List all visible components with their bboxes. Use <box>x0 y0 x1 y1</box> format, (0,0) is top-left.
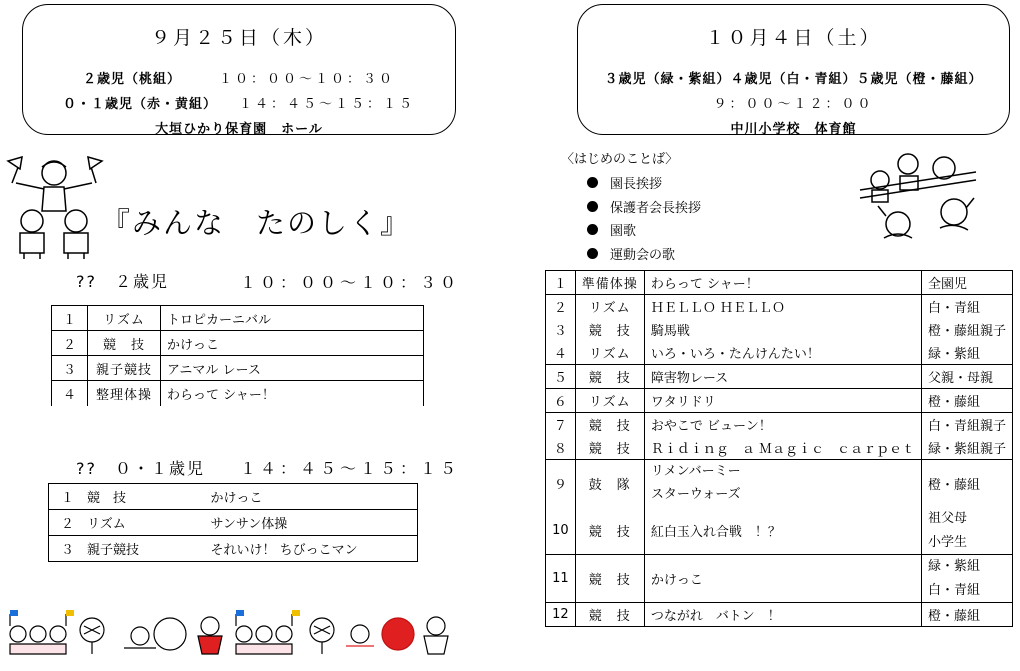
row-title: わらって シャー！ <box>161 381 424 406</box>
row-title-text: おやこで ビューン！ <box>650 418 772 434</box>
section-heading: ?? ２歳児 <box>76 272 169 291</box>
row-title-text: ＨＥＬＬＯ ＨＥＬＬＯ <box>650 300 785 316</box>
event-groups: ３歳児（緑・紫組）４歳児（白・青組）５歳児（橙・藤組） <box>604 72 983 87</box>
decorative-bottom-strip <box>0 604 470 656</box>
row-number: 12 <box>546 603 576 627</box>
opening-item-label: 運動会の歌 <box>610 247 676 263</box>
opening-remarks <box>561 148 701 265</box>
row-number: ２ <box>52 331 88 356</box>
table-row <box>546 318 1013 342</box>
row-number: ６ <box>546 388 576 412</box>
table-row <box>546 271 1013 295</box>
section-heading: ?? ０・１歳児 <box>76 459 205 478</box>
table-row <box>49 510 418 536</box>
row-title <box>644 507 921 555</box>
group-time: １０：００～１０：３０ <box>219 72 396 87</box>
row-category: 競 技 <box>87 491 127 506</box>
row-title-text: スターウォーズ <box>650 487 741 503</box>
row-title <box>644 436 921 460</box>
row-title <box>644 603 921 627</box>
row-number: １ <box>61 491 75 506</box>
list-item <box>561 242 701 266</box>
row-category: 競 技 <box>575 555 644 603</box>
row-category: 整理体操 <box>88 381 161 406</box>
row-category: 競 技 <box>88 331 161 356</box>
event-info-box-right <box>577 4 1010 135</box>
row-title <box>644 365 921 389</box>
row-category: 鼓 隊 <box>575 459 644 507</box>
row-title: サンサン体操 <box>199 510 418 536</box>
table-row <box>546 555 1013 603</box>
row-category: 親子競技 <box>88 356 161 381</box>
program-table-01yo <box>48 483 418 562</box>
row-number: ４ <box>52 381 88 406</box>
row-number: ２ <box>61 517 75 532</box>
row-number: １ <box>52 306 88 331</box>
row-title: トロピカーニバル <box>161 306 424 331</box>
row-title: かけっこ <box>161 331 424 356</box>
table-row <box>546 365 1013 389</box>
row-category: リズム <box>575 388 644 412</box>
table-row <box>546 459 1013 507</box>
row-group <box>921 603 1012 627</box>
row-title-text: 紅白玉入れ合戦 ！？ <box>650 525 781 541</box>
row-number: 11 <box>546 555 576 603</box>
row-title <box>644 271 921 295</box>
row-group-text: 父親・母親 <box>927 371 993 387</box>
row-group-text: 橙・藤組 <box>927 609 980 625</box>
running-kids-illustration <box>858 150 978 250</box>
row-group-text: 祖父母 <box>927 510 967 526</box>
row-number: １ <box>546 271 576 295</box>
row-title <box>644 341 921 365</box>
bullet-icon <box>587 248 598 259</box>
row-category: 競 技 <box>575 318 644 342</box>
row-category: 競 技 <box>575 507 644 555</box>
row-title <box>644 388 921 412</box>
main-title: 『みんな たのしく』 <box>101 206 412 240</box>
row-title <box>644 294 921 318</box>
row-group-text: 橙・藤組 <box>927 477 980 493</box>
row-number: ５ <box>546 365 576 389</box>
row-title <box>644 318 921 342</box>
row-category: リズム <box>575 294 644 318</box>
row-number: ８ <box>546 436 576 460</box>
table-row <box>52 356 424 381</box>
schedule-row <box>23 93 455 112</box>
row-group-text: 緑・紫組 <box>927 347 980 363</box>
row-category: 競 技 <box>575 412 644 436</box>
row-title-text: つながれ バトン ！ <box>650 609 781 625</box>
table-row <box>546 341 1013 365</box>
row-number: ３ <box>546 318 576 342</box>
event-venue: 大垣ひかり保育園 ホール <box>155 122 323 137</box>
list-item <box>561 195 701 219</box>
table-row <box>49 484 418 510</box>
row-category: 競 技 <box>575 365 644 389</box>
row-group-text: 白・青組親子 <box>927 418 1006 434</box>
table-row <box>546 388 1013 412</box>
cheering-kids-illustration <box>4 153 104 261</box>
section-time: １０：００～１０：３０ <box>240 273 461 292</box>
row-group-text: 白・青組 <box>927 582 980 598</box>
event-info-box-left <box>22 4 456 135</box>
table-row <box>546 507 1013 555</box>
row-group <box>921 388 1012 412</box>
row-title-text: かけっこ <box>650 573 703 589</box>
row-group-text: 緑・紫組親子 <box>927 441 1006 457</box>
table-row <box>52 381 424 406</box>
event-date: ９月２５日（木） <box>150 27 327 49</box>
table-row <box>546 436 1013 460</box>
opening-item-label: 園長挨拶 <box>610 177 663 193</box>
row-head-cell <box>49 536 199 562</box>
group-label: ０・１歳児（赤・黄組） <box>62 97 217 112</box>
program-table-main <box>545 270 1013 627</box>
row-group-text: 橙・藤組 <box>927 394 980 410</box>
row-group-text: 緑・紫組 <box>927 559 980 575</box>
table-row <box>546 294 1013 318</box>
row-title <box>644 412 921 436</box>
row-group <box>921 507 1012 555</box>
row-group-text: 白・青組 <box>927 300 980 316</box>
list-item <box>561 171 701 195</box>
row-title <box>644 459 921 507</box>
row-category: 親子競技 <box>87 543 140 558</box>
row-group-text: 全園児 <box>927 276 967 292</box>
row-head-cell <box>49 484 199 510</box>
row-title-text: 騎馬戦 <box>650 323 690 339</box>
row-title: かけっこ <box>199 484 418 510</box>
row-head-cell <box>49 510 199 536</box>
bullet-icon <box>587 224 598 235</box>
row-category: 競 技 <box>575 603 644 627</box>
row-title: アニマル レース <box>161 356 424 381</box>
section-time: １４：４５～１５：１５ <box>240 459 461 478</box>
group-time: １４：４５～１５：１５ <box>239 97 416 112</box>
bullet-icon <box>587 177 598 188</box>
opening-item-label: 保護者会長挨拶 <box>610 200 702 216</box>
row-category: リズム <box>87 517 126 532</box>
row-group <box>921 436 1012 460</box>
opening-title: 〈はじめのことば〉 <box>561 152 679 167</box>
schedule-row <box>23 68 455 87</box>
row-group <box>921 294 1012 318</box>
program-table-2yo <box>51 305 424 406</box>
row-group <box>921 365 1012 389</box>
row-title-text: 障害物レース <box>650 371 729 387</box>
row-group <box>921 412 1012 436</box>
row-title-text: リメンバーミー <box>650 463 741 479</box>
row-group <box>921 555 1012 603</box>
row-group <box>921 341 1012 365</box>
row-group <box>921 271 1012 295</box>
row-category: リズム <box>88 306 161 331</box>
group-label: ２歳児（桃組） <box>82 72 181 87</box>
row-title: それいけ！ ちびっこマン <box>199 536 418 562</box>
list-item <box>561 218 701 242</box>
row-number: 10 <box>546 507 576 555</box>
row-title-text: Ｒｉｄｉｎｇ ａ Ｍａｇｉｃ ｃａｒｐｅｔ <box>650 441 915 457</box>
table-row <box>52 331 424 356</box>
row-number: ３ <box>52 356 88 381</box>
row-number: ２ <box>546 294 576 318</box>
row-group <box>921 459 1012 507</box>
row-number: ７ <box>546 412 576 436</box>
table-row <box>49 536 418 562</box>
row-number: ３ <box>61 543 75 558</box>
event-date: １０月４日（土） <box>705 27 882 49</box>
row-number: ９ <box>546 459 576 507</box>
row-category: 競 技 <box>575 436 644 460</box>
row-number: ４ <box>546 341 576 365</box>
row-title <box>644 555 921 603</box>
row-title-text: わらって シャー！ <box>650 276 759 292</box>
table-row <box>52 306 424 331</box>
event-venue: 中川小学校 体育館 <box>730 122 857 137</box>
table-row <box>546 412 1013 436</box>
row-title-text: いろ・いろ・たんけんたい！ <box>650 347 820 363</box>
row-group <box>921 318 1012 342</box>
row-group-text: 小学生 <box>927 534 967 550</box>
row-category: リズム <box>575 341 644 365</box>
row-title-text: ワタリドリ <box>650 394 716 410</box>
row-group-text: 橙・藤組親子 <box>927 323 1006 339</box>
event-time: ９：００～１２：００ <box>713 97 874 112</box>
opening-item-label: 園歌 <box>610 224 637 240</box>
row-category: 準備体操 <box>575 271 644 295</box>
bullet-icon <box>587 201 598 212</box>
table-row <box>546 603 1013 627</box>
